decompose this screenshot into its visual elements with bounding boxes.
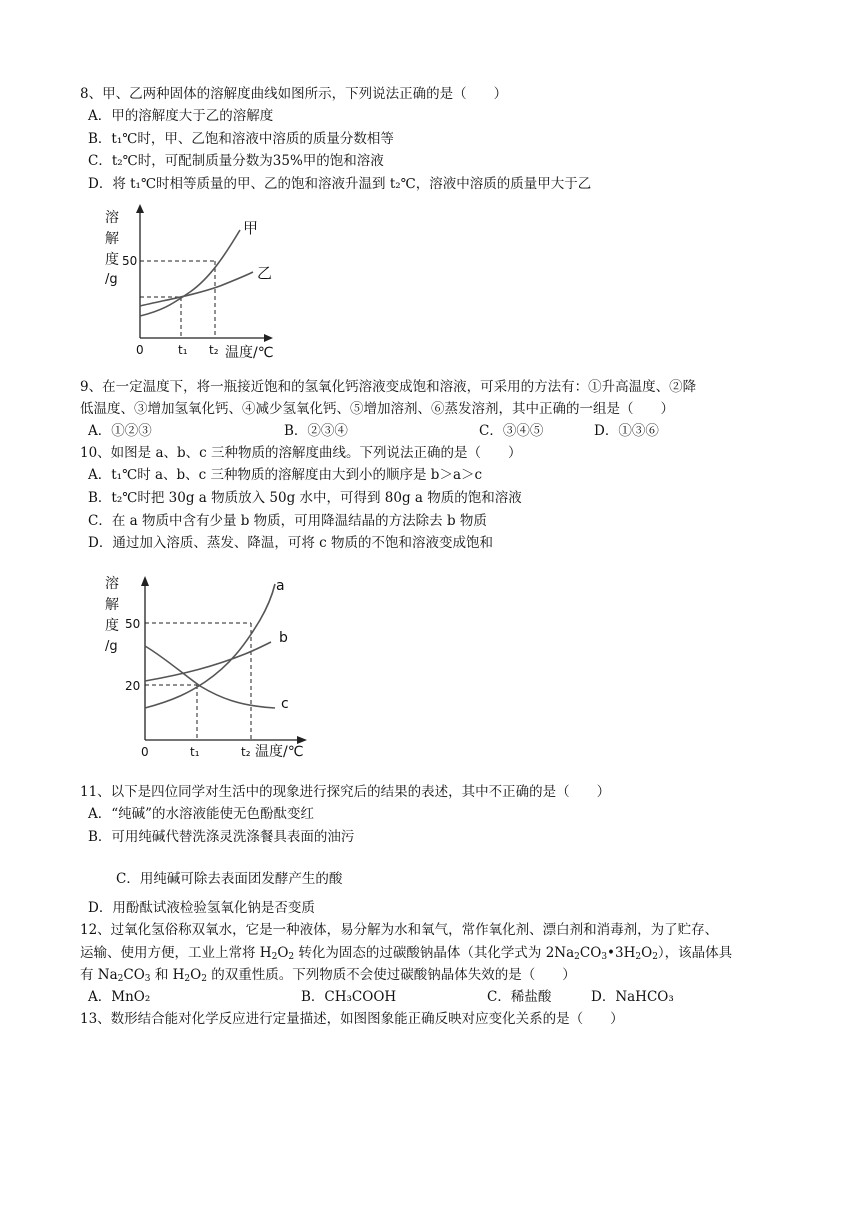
q11-option-b: B．可用纯碱代替洗涤灵洗涤餐具表面的油污: [88, 829, 355, 845]
q8-xtick-t2: t₂: [209, 343, 219, 357]
q8-ylabel-4: /g: [105, 272, 118, 287]
q8-label-jia: 甲: [243, 219, 259, 237]
q9-option-a: A．①②③: [88, 423, 152, 439]
q12-option-b: B．CH₃COOH: [301, 989, 397, 1005]
q9-stem-line1: 9、在一定温度下，将一瓶接近饱和的氢氧化钙溶液变成饱和溶液，可采用的方法有：①升高温度、②降: [80, 379, 697, 395]
q11-stem: 11、以下是四位同学对生活中的现象进行探究后的结果的表述，其中不正确的是（ ）: [80, 784, 611, 800]
q8-ylabel-2: 解: [105, 231, 119, 247]
q10-label-c: c: [281, 696, 289, 712]
q8-xlabel: 温度/℃: [225, 345, 274, 361]
q8-x-arrow: [264, 334, 273, 342]
q9-option-c: C．③④⑤: [479, 423, 544, 439]
q10-xlabel: 温度/℃: [255, 744, 304, 760]
q8-curve-yi: [140, 272, 253, 306]
q10-ylabel-4: /g: [105, 639, 118, 654]
q11-option-d: D．用酚酞试液检验氢氧化钠是否变质: [88, 900, 315, 916]
q10-option-a: A．t₁℃时 a、b、c 三种物质的溶解度由大到小的顺序是 b＞a＞c: [88, 467, 483, 483]
q10-ytick-50: 50: [125, 617, 141, 631]
q9-option-d: D．①③⑥: [594, 423, 659, 439]
q10-solubility-graph: [95, 570, 325, 765]
q10-option-d: D．通过加入溶质、蒸发、降温，可将 c 物质的不饱和溶液变成饱和: [88, 535, 493, 551]
q10-ytick-20: 20: [125, 679, 141, 693]
q10-x-arrow: [297, 736, 307, 744]
q8-option-c: C．t₂℃时，可配制质量分数为35%甲的饱和溶液: [88, 153, 384, 169]
q10-xtick-t2: t₂: [241, 745, 251, 759]
q11-option-c: C．用纯碱可除去表面团发酵产生的酸: [116, 871, 343, 887]
q12-option-d: D．NaHCO₃: [591, 989, 674, 1005]
q8-y-arrow: [136, 204, 144, 213]
q11-option-a: A．“纯碱”的水溶液能使无色酚酞变红: [88, 806, 315, 822]
q10-xtick-t1: t₁: [190, 745, 200, 759]
q10-stem: 10、如图是 a、b、c 三种物质的溶解度曲线。下列说法正确的是（ ）: [80, 445, 522, 461]
q10-option-b: B．t₂℃时把 30g a 物质放入 50g 水中，可得到 80g a 物质的饱和溶液: [88, 490, 522, 506]
q10-ylabel-2: 解: [105, 597, 119, 613]
q13-stem: 13、数形结合能对化学反应进行定量描述，如图图象能正确反映对应变化关系的是（ ）: [80, 1011, 624, 1027]
q8-ylabel-1: 溶: [105, 210, 119, 226]
q8-origin: 0: [136, 343, 144, 357]
q10-label-a: a: [276, 578, 285, 594]
q12-option-a: A．MnO₂: [88, 989, 151, 1005]
q8-label-yi: 乙: [257, 264, 273, 282]
q12-option-c: C．稀盐酸: [487, 989, 552, 1005]
q10-label-b: b: [279, 630, 288, 646]
q10-curve-a: [145, 584, 275, 708]
q8-option-d: D．将 t₁℃时相等质量的甲、乙的饱和溶液升温到 t₂℃，溶液中溶质的质量甲大于乙: [88, 176, 592, 192]
q9-stem-line2: 低温度、③增加氢氧化钙、④减少氢氧化钙、⑤增加溶剂、⑥蒸发溶剂，其中正确的一组是（ ）: [80, 401, 674, 417]
q8-ylabel-3: 度: [105, 252, 119, 268]
q10-curve-b: [145, 642, 271, 681]
q10-option-c: C．在 a 物质中含有少量 b 物质，可用降温结晶的方法除去 b 物质: [88, 513, 487, 529]
q12-line3: 有 $Na_2CO_3$ 和 $H_2O_2$ 的双重性质。下列物质不会使过碳酸钠晶体失效的是（ ）: [80, 967, 576, 984]
q8-solubility-graph: [95, 200, 295, 365]
q10-ylabel-3: 度: [105, 618, 119, 634]
q10-ylabel-1: 溶: [105, 576, 119, 592]
q10-origin: 0: [141, 745, 149, 759]
q10-y-arrow: [141, 576, 149, 586]
q12-line2: 运输、使用方便，工业上常将 $H_2O_2$ 转化为固态的过碳酸钠晶体（其化学式为 $2Na_2CO_3•3H_2O_2$），该晶体具: [80, 945, 733, 962]
q12-line1: 12、过氧化氢俗称双氧水，它是一种液体，易分解为水和氧气，常作氧化剂、漂白剂和消毒剂，为了贮存、: [80, 922, 719, 938]
q9-option-b: B．②③④: [284, 423, 348, 439]
q8-stem: 8、甲、乙两种固体的溶解度曲线如图所示，下列说法正确的是（ ）: [80, 86, 508, 102]
q8-ytick-50: 50: [122, 254, 138, 268]
q8-xtick-t1: t₁: [178, 343, 188, 357]
q8-option-b: B．t₁℃时，甲、乙饱和溶液中溶质的质量分数相等: [88, 131, 394, 147]
q8-option-a: A．甲的溶解度大于乙的溶解度: [88, 108, 274, 124]
